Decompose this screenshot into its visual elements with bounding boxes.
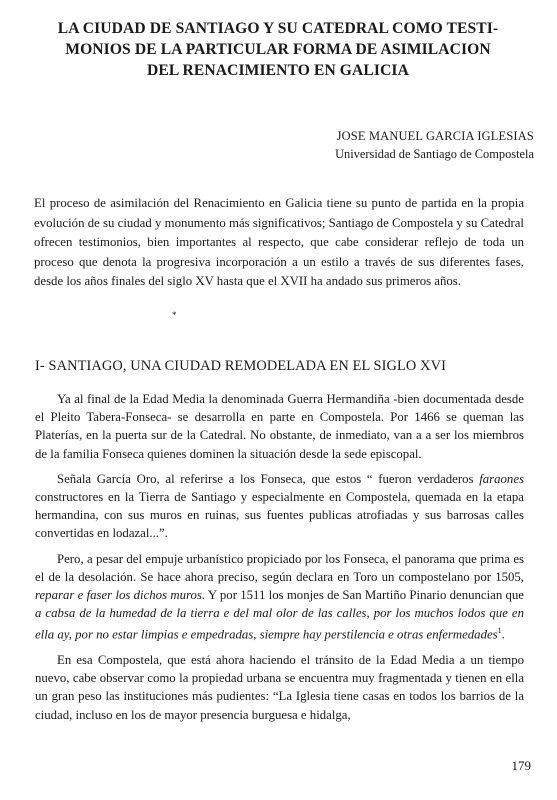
paragraph: Ya al final de la Edad Media la denominada Guerra Hermandiña -bien documentada desde el Pleito Tabera-Fonseca- se desarrolla en parte en Compostela. Por 1466 se queman las Platerías, en la puerta sur de la Catedral. No obstante, de inmediato, van a a ser los miembros de la familia Fonseca quienes dominen la situación desde la sede episcopal. [35, 392, 524, 461]
abstract: El proceso de asimilación del Renacimiento en Galicia tiene su punto de partida en la propia evolución de su ciudad y monumento más significativos; Santiago de Compostela y su Catedral ofrecen testimonios, bien importantes al respecto, que cabe considerar reflejo de toda un proceso que denota la progresiva incorporación a un estilo a través de sus diferentes fases, desde los años finales del siglo XV hasta que el XVII ha andado sus primeros años. [34, 196, 524, 289]
text-run: Y por 1511 los monjes de San Martiño Pinario denuncian que [205, 588, 524, 603]
author-affiliation: Universidad de Santiago de Compostela [335, 147, 534, 161]
paragraph [35, 470, 524, 543]
title-line: LA CIUDAD DE SANTIAGO Y SU CATEDRAL COMO TESTI- [57, 20, 499, 37]
section-heading: I- SANTIAGO, UNA CIUDAD REMODELADA EN EL SIGLO XVI [35, 358, 446, 374]
author-block [335, 127, 534, 163]
body-text [35, 390, 524, 731]
footnote-marker[interactable]: 1 [497, 626, 502, 636]
title-line: DEL RENACIMIENTO EN GALICIA [147, 62, 409, 79]
text-run: Señala García Oro, al referirse a los Fonseca, que estos “ fueron verdaderos [57, 471, 480, 486]
paragraph: En esa Compostela, que está ahora haciendo el tránsito de la Edad Media a un tiempo nuevo, cabe observar como la propiedad urbana se encuentra muy fragmentada y tienen en ella un gran peso las instituciones más pudientes: “La Iglesia tiene casas en todos los barrios de la ciudad, incluso en los de mayor presencia burguesa e hidalga, [35, 652, 524, 722]
stray-mark: * [172, 310, 177, 320]
italic-quote: a cabsa de la humedad de la tierra e del mal olor de las calles, por los muchos lodos que en ella ay, por no estar limpias e empedradas, siempre hay perstilencia e otras enfermedades [35, 606, 524, 642]
author-name: JOSE MANUEL GARCIA IGLESIAS [336, 129, 534, 143]
text-run: . [501, 627, 505, 642]
page-number: 179 [511, 758, 531, 773]
article-title [22, 18, 534, 81]
text-run: Pero, a pesar del empuje urbanístico propiciado por los Fonseca, el panorama que prima es el de la desolación. Se hace ahora preciso, según declara en Toro un compostelano por 1505, [35, 551, 524, 584]
italic-quote: reparar e faser los dichos muros. [35, 588, 206, 603]
paragraph [35, 550, 524, 644]
text-run: constructores en la Tierra de Santiago y especialmente en Compostela, quemada en la etapa hermandina, con sus muros en ruinas, sus fuentes publicas atrofiadas y sus barrosas calles convertidas en lodazal...”. [35, 490, 524, 541]
title-line: MONIOS DE LA PARTICULAR FORMA DE ASIMILACION [65, 41, 491, 58]
italic-term: faraones [479, 471, 524, 486]
